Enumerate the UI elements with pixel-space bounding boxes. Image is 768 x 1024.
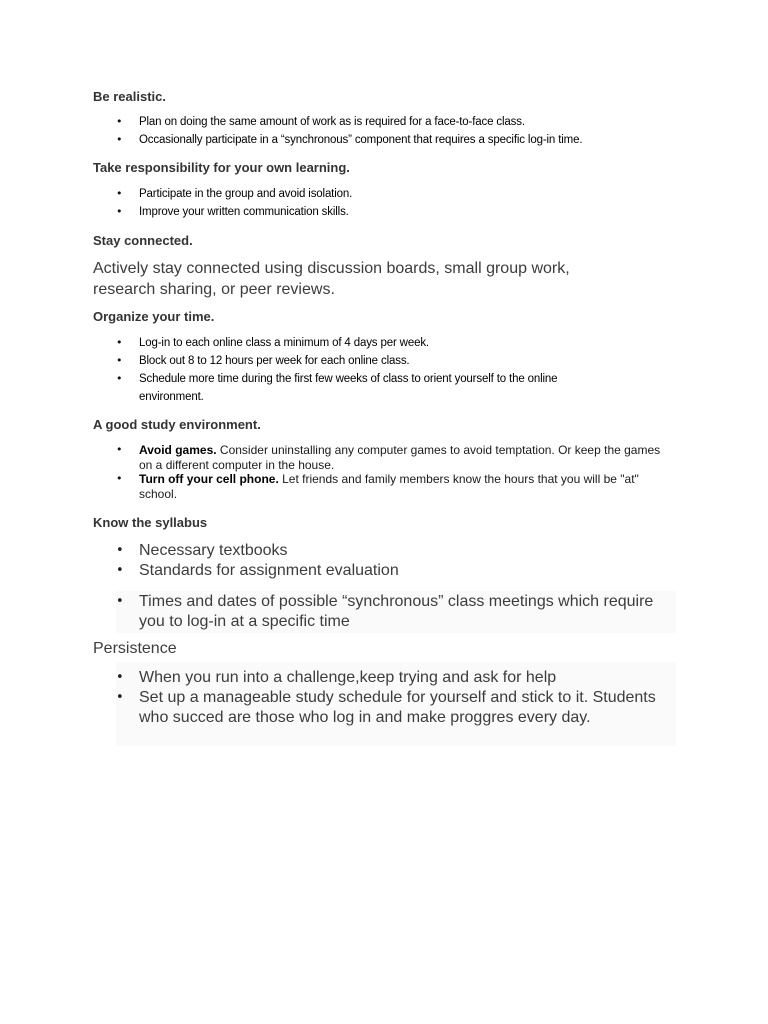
list-study-environment xyxy=(116,443,669,501)
paragraph-stay-connected: Actively stay connected using discussion boards, small group work, research sharing, or peer reviews. xyxy=(93,260,570,298)
list-item: • When you run into a challenge,keep trying and ask for help xyxy=(116,669,557,686)
list-item: • Participate in the group and avoid isolation. xyxy=(139,185,352,203)
bullet-icon: • xyxy=(116,472,123,485)
list-know-syllabus xyxy=(116,541,399,581)
list-item: • Times and dates of possible “synchronous” class meetings which require you to log-in at a specific time xyxy=(116,593,654,630)
heading-study-environment: A good study environment. xyxy=(93,417,261,432)
bullet-icon: • xyxy=(116,115,123,128)
bullet-icon: • xyxy=(116,336,123,349)
list-item-continuation: environment. xyxy=(139,391,204,403)
list-item: • Improve your written communication skills. xyxy=(139,203,352,221)
list-take-responsibility xyxy=(116,185,353,221)
bullet-icon: • xyxy=(116,563,124,578)
bullet-icon: • xyxy=(116,133,123,146)
list-organize-time xyxy=(116,334,558,406)
list-item: • Schedule more time during the first few weeks of class to orient yourself to the online xyxy=(139,370,557,388)
list-item: • Necessary textbooks xyxy=(116,542,288,559)
bullet-icon: • xyxy=(116,594,124,609)
bullet-icon: • xyxy=(116,187,123,200)
list-item: • Log-in to each online class a minimum of 4 days per week. xyxy=(139,334,557,352)
list-item: • Avoid games. Consider uninstalling any computer games to avoid temptation. Or keep the games on a different computer in the house. xyxy=(116,443,661,472)
heading-organize-time: Organize your time. xyxy=(93,309,215,324)
heading-stay-connected: Stay connected. xyxy=(93,233,193,248)
list-item: • Plan on doing the same amount of work as is required for a face-to-face class. xyxy=(139,113,582,131)
list-item: • Occasionally participate in a “synchronous” component that requires a specific log-in time. xyxy=(139,131,582,149)
bullet-icon: • xyxy=(116,690,124,705)
list-item: • Block out 8 to 12 hours per week for each online class. xyxy=(139,352,557,370)
heading-be-realistic: Be realistic. xyxy=(93,89,166,104)
bullet-icon: • xyxy=(116,443,123,456)
bullet-icon: • xyxy=(116,205,123,218)
bullet-icon: • xyxy=(116,543,124,558)
list-item: • Standards for assignment evaluation xyxy=(116,562,399,579)
bullet-icon: • xyxy=(116,354,123,367)
list-persistence xyxy=(116,668,675,728)
heading-take-responsibility: Take responsibility for your own learning. xyxy=(93,160,350,175)
list-know-syllabus-shaded xyxy=(116,592,659,632)
heading-persistence: Persistence xyxy=(93,640,177,657)
list-be-realistic xyxy=(116,113,583,149)
list-item: • Turn off your cell phone. Let friends and family members know the hours that you will be "at" school. xyxy=(116,472,639,501)
list-item: • Set up a manageable study schedule for yourself and stick to it. Students who succed are those who log in and make proggres every day. xyxy=(116,689,656,726)
bullet-icon: • xyxy=(116,372,123,385)
bullet-icon: • xyxy=(116,670,124,685)
heading-know-syllabus: Know the syllabus xyxy=(93,515,208,530)
